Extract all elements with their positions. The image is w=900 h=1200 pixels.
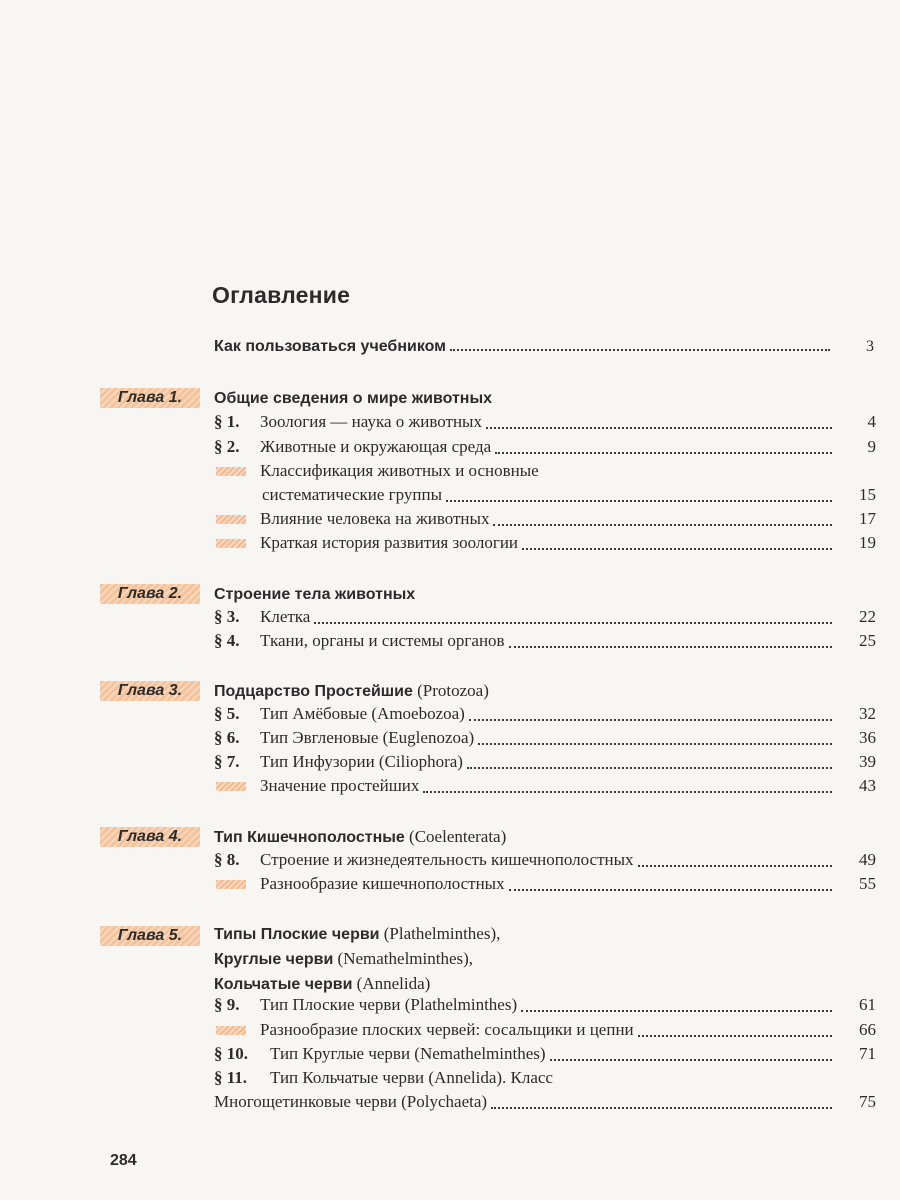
leader-dots xyxy=(423,791,832,793)
page-number: 71 xyxy=(859,1044,876,1063)
leader-dots xyxy=(446,500,832,502)
leader-dots xyxy=(509,889,832,891)
page-number: 22 xyxy=(859,607,876,626)
chapter-title-text: Кольчатые черви xyxy=(214,976,353,993)
page-number: 9 xyxy=(867,437,876,456)
chapter-label: Глава 5. xyxy=(100,926,200,946)
chapter-title xyxy=(214,922,814,997)
leader-dots xyxy=(450,349,830,351)
toc-entry[interactable] xyxy=(214,410,876,434)
page-number: 3 xyxy=(866,338,874,355)
entry-label: Влияние человека на животных xyxy=(260,509,490,528)
chapter-title-latin: (Protozoa) xyxy=(417,681,489,700)
chapter-title xyxy=(214,679,814,704)
chapter-title-text: Общие сведения о мире животных xyxy=(214,390,493,407)
leader-dots xyxy=(638,865,832,867)
chapter-label: Глава 4. xyxy=(100,827,200,847)
page-number: 32 xyxy=(859,704,876,723)
page-number: 19 xyxy=(859,533,876,552)
section-number: § 2. xyxy=(214,437,240,456)
chapter-title-text: Типы Плоские черви xyxy=(214,926,380,943)
leader-dots xyxy=(638,1035,832,1037)
chapter-title xyxy=(214,386,814,411)
chapter-title-latin: (Plathelminthes), xyxy=(383,924,501,943)
section-marker-icon xyxy=(216,782,246,791)
chapter-title xyxy=(214,825,814,850)
chapter-title-latin: (Coelenterata) xyxy=(409,827,507,846)
section-number: § 6. xyxy=(214,728,240,747)
chapter-label: Глава 1. xyxy=(100,388,200,408)
chapter-title-latin: (Nemathelminthes), xyxy=(337,949,474,968)
section-marker-icon xyxy=(216,539,246,548)
toc-entry[interactable] xyxy=(214,750,876,774)
toc-entry[interactable] xyxy=(214,1090,876,1114)
page-number: 75 xyxy=(859,1092,876,1111)
toc-entry-first-line[interactable] xyxy=(214,1066,876,1090)
section-number: § 10. xyxy=(214,1044,248,1063)
page-number: 25 xyxy=(859,631,876,650)
section-number: § 7. xyxy=(214,752,240,771)
toc-entry[interactable] xyxy=(214,848,876,872)
page-number: 17 xyxy=(859,509,876,528)
toc-entry[interactable] xyxy=(214,726,876,750)
entry-label: Значение простейших xyxy=(260,776,420,795)
entry-label: Тип Плоские черви (Plathelminthes) xyxy=(260,995,518,1014)
section-marker-icon xyxy=(216,515,246,524)
section-number: § 11. xyxy=(214,1068,248,1087)
section-marker-icon xyxy=(216,467,246,476)
page-number: 61 xyxy=(859,995,876,1014)
chapter-title-line xyxy=(214,922,814,947)
leader-dots xyxy=(522,548,832,550)
toc-entry[interactable] xyxy=(214,1018,876,1042)
page-number: 15 xyxy=(859,485,876,504)
section-number: § 4. xyxy=(214,631,240,650)
page-number: 4 xyxy=(867,412,876,431)
toc-entry[interactable] xyxy=(214,531,876,555)
toc-intro-entry[interactable] xyxy=(214,338,874,356)
toc-entry[interactable] xyxy=(214,629,876,653)
page-number: 43 xyxy=(859,776,876,795)
page-number: 55 xyxy=(859,874,876,893)
entry-label: Разнообразие кишечнополостных xyxy=(260,874,505,893)
leader-dots xyxy=(509,646,832,648)
toc-entry-first-line[interactable] xyxy=(214,459,876,483)
entry-label: Зоология — наука о животных xyxy=(260,412,482,431)
entry-label: Ткани, органы и системы органов xyxy=(260,631,505,650)
page-number: 39 xyxy=(859,752,876,771)
entry-label: Тип Амёбовые (Amoebozoa) xyxy=(260,704,465,723)
leader-dots xyxy=(486,427,832,429)
chapter-label: Глава 3. xyxy=(100,681,200,701)
leader-dots xyxy=(550,1059,832,1061)
leader-dots xyxy=(314,622,832,624)
chapter-title-text: Тип Кишечнополостные xyxy=(214,829,405,846)
leader-dots xyxy=(521,1010,832,1012)
page-number: 49 xyxy=(859,850,876,869)
entry-label: Животные и окружающая среда xyxy=(260,437,492,456)
section-number: § 5. xyxy=(214,704,240,723)
section-marker-icon xyxy=(216,880,246,889)
chapter-title-latin: (Annelida) xyxy=(356,974,431,993)
entry-label: Тип Инфузории (Ciliophora) xyxy=(260,752,463,771)
leader-dots xyxy=(493,524,832,526)
toc-entry[interactable] xyxy=(214,435,876,459)
entry-label: Строение и жизнедеятельность кишечнополостных xyxy=(260,850,634,869)
entry-label: Разнообразие плоских червей: сосальщики и цепни xyxy=(260,1020,634,1039)
toc-entry[interactable] xyxy=(262,483,876,507)
chapter-title-text: Круглые черви xyxy=(214,951,334,968)
entry-label: Краткая история развития зоологии xyxy=(260,533,519,552)
entry-label: Клетка xyxy=(260,607,311,626)
page-number: 36 xyxy=(859,728,876,747)
chapter-label: Глава 2. xyxy=(100,584,200,604)
entry-label: систематические группы xyxy=(262,485,443,504)
page-number: 66 xyxy=(859,1020,876,1039)
chapter-title-text: Строение тела животных xyxy=(214,586,416,603)
section-number: § 8. xyxy=(214,850,240,869)
entry-label: Тип Круглые черви (Nemathelminthes) xyxy=(270,1044,546,1063)
toc-entry[interactable] xyxy=(214,1042,876,1066)
toc-entry[interactable] xyxy=(214,702,876,726)
section-number: § 3. xyxy=(214,607,240,626)
entry-label: Многощетинковые черви (Polychaeta) xyxy=(214,1092,488,1111)
entry-label-line1: Классификация животных и основные xyxy=(260,461,539,480)
toc-entry[interactable] xyxy=(214,774,876,798)
toc-intro-label: Как пользоваться учебником xyxy=(214,338,447,355)
leader-dots xyxy=(495,452,832,454)
leader-dots xyxy=(491,1107,832,1109)
chapter-title xyxy=(214,582,814,607)
page-title: Оглавление xyxy=(212,282,351,308)
section-number: § 1. xyxy=(214,412,240,431)
footer-page-number: 284 xyxy=(110,1152,137,1169)
toc-entry[interactable] xyxy=(214,507,876,531)
chapter-title-text: Подцарство Простейшие xyxy=(214,683,413,700)
section-marker-icon xyxy=(216,1026,246,1035)
section-number: § 9. xyxy=(214,995,240,1014)
chapter-title-line xyxy=(214,947,814,972)
entry-label-line1: Тип Кольчатые черви (Annelida). Класс xyxy=(270,1068,553,1087)
leader-dots xyxy=(469,719,832,721)
toc-entry[interactable] xyxy=(214,872,876,896)
entry-label: Тип Эвгленовые (Euglenozoa) xyxy=(260,728,475,747)
toc-entry[interactable] xyxy=(214,993,876,1017)
toc-entry[interactable] xyxy=(214,605,876,629)
leader-dots xyxy=(467,767,832,769)
leader-dots xyxy=(478,743,832,745)
